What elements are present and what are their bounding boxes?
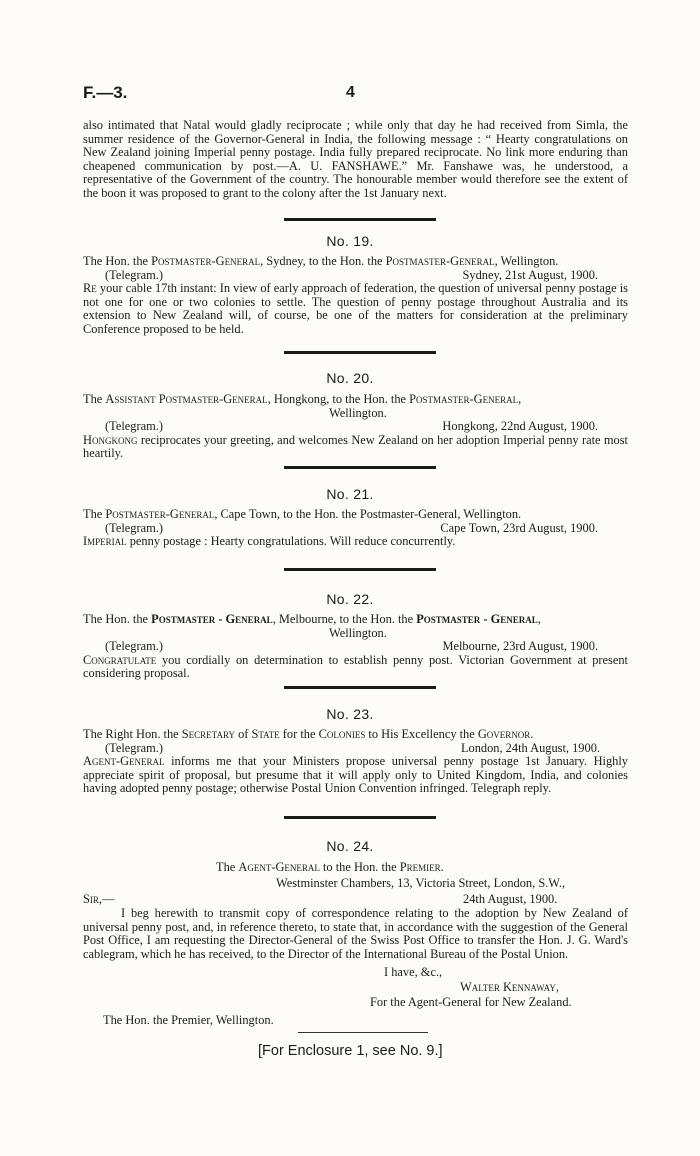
item-24-signatory: Walter Kennaway,: [460, 980, 559, 994]
item-19: [83, 255, 628, 337]
section-divider: [284, 351, 436, 354]
item-24-place: Westminster Chambers, 13, Victoria Street, London, S.W.,: [276, 876, 566, 890]
item-21-title: No. 21.: [326, 486, 374, 502]
section-divider: [284, 568, 436, 571]
page-header-ref: F.—3.: [83, 83, 128, 102]
section-divider: [284, 466, 436, 469]
item-22-address-line2: Wellington.: [329, 625, 387, 640]
item-21-body: Imperial penny postage : Hearty congratulations. Will reduce concurrently.: [83, 534, 456, 549]
item-20-title: No. 20.: [326, 370, 374, 386]
item-19-body: Re your cable 17th instant: In view of early approach of federation, the question of universal penny postage is not one for one or two colonies to settle. The question of penny postage throughout Australia and its extension to New Zealand will, of course, be one of the matters for consideration at the preliminary Conference proposed to be held.: [83, 281, 628, 336]
item-23: [83, 728, 628, 796]
enclosure-note: [For Enclosure 1, see No. 9.]: [258, 1043, 443, 1059]
item-21: [83, 508, 628, 549]
item-24-body-block: [83, 907, 628, 961]
item-23-title: No. 23.: [326, 706, 374, 722]
item-24-body: I beg herewith to transmit copy of correspondence relating to the adoption by New Zealand of universal penny post, and, in reference thereto, to state that, in accordance with the suggestion of the General Post Office, I am requesting the Director-General of the Swiss Post Office to transfer the Hon. J. G. Ward's cablegram, which he has received, to the Director of the International Bureau of the Postal Union.: [83, 906, 628, 961]
item-24-addressee: The Hon. the Premier, Wellington.: [103, 1013, 274, 1027]
item-23-body: Agent-General informs me that your Ministers propose universal penny postage 1st January. Highly appreciate spirit of proposal, but presume that it will apply only to United Kingdom, India, and colonies having adopted penny postage; otherwise Postal Union Convention infringed. Telegraph reply.: [83, 754, 628, 796]
item-20-address: The Assistant Postmaster-General, Hongkong, to the Hon. the Postmaster-General,: [83, 392, 522, 406]
section-divider: [298, 1032, 428, 1033]
page-number: 4: [346, 84, 355, 101]
item-22: [83, 613, 628, 681]
item-20-address-line2: Wellington.: [329, 405, 387, 420]
item-20-body: Hongkong reciprocates your greeting, and welcomes New Zealand on her adoption Imperial penny rate most heartily.: [83, 432, 628, 461]
intro-paragraph: [83, 119, 628, 201]
item-23-address: The Right Hon. the Secretary of State for the Colonies to His Excellency the Governor.: [83, 727, 534, 741]
section-divider: [284, 218, 436, 221]
item-24-closing: I have, &c.,: [384, 965, 443, 979]
item-19-title: No. 19.: [326, 233, 374, 249]
item-21-address: The Postmaster-General, Cape Town, to the Hon. the Postmaster-General, Wellington.: [83, 507, 522, 521]
item-21-meta: (Telegram.) Cape Town, 23rd August, 1900.: [105, 520, 598, 535]
item-20: [83, 393, 628, 461]
section-divider: [284, 816, 436, 819]
item-22-title: No. 22.: [326, 591, 374, 607]
item-24-title: No. 24.: [326, 838, 374, 854]
item-19-meta: (Telegram.) Sydney, 21st August, 1900.: [105, 267, 598, 282]
item-23-meta: (Telegram.) London, 24th August, 1900.: [105, 740, 600, 755]
item-22-body: Congratulate you cordially on determination to establish penny post. Victorian Government at present considering proposal.: [83, 652, 628, 681]
item-24-salutation: Sir,—: [83, 892, 115, 906]
intro-text: also intimated that Natal would gladly reciprocate ; while only that day he had received from Simla, the summer residence of the Governor-General in India, the following message : “ Hearty congratulations on New Zealand joining Imperial penny postage. India fully prepared reciprocate. No link more enduring than cheapened communication by post.—A. U. FANSHAWE.” Mr. Fanshawe was, he understood, a representative of the Government of the country. The honourable member would therefore see the extent of the boon it was proposed to grant to the colony after the 1st January next.: [83, 118, 628, 200]
item-20-meta: (Telegram.) Hongkong, 22nd August, 1900.: [105, 419, 598, 434]
item-19-address: The Hon. the Postmaster-General, Sydney, to the Hon. the Postmaster-General, Wellington.: [83, 254, 559, 268]
item-22-meta: (Telegram.) Melbourne, 23rd August, 1900.: [105, 639, 598, 654]
section-divider: [284, 686, 436, 689]
item-24-date: 24th August, 1900.: [463, 892, 558, 906]
item-22-address: The Hon. the Postmaster - General, Melbourne, to the Hon. the Postmaster - General,: [83, 612, 541, 626]
item-24-address: The Agent-General to the Hon. the Premier.: [216, 860, 444, 874]
item-24-sign-title: For the Agent-General for New Zealand.: [370, 995, 572, 1009]
